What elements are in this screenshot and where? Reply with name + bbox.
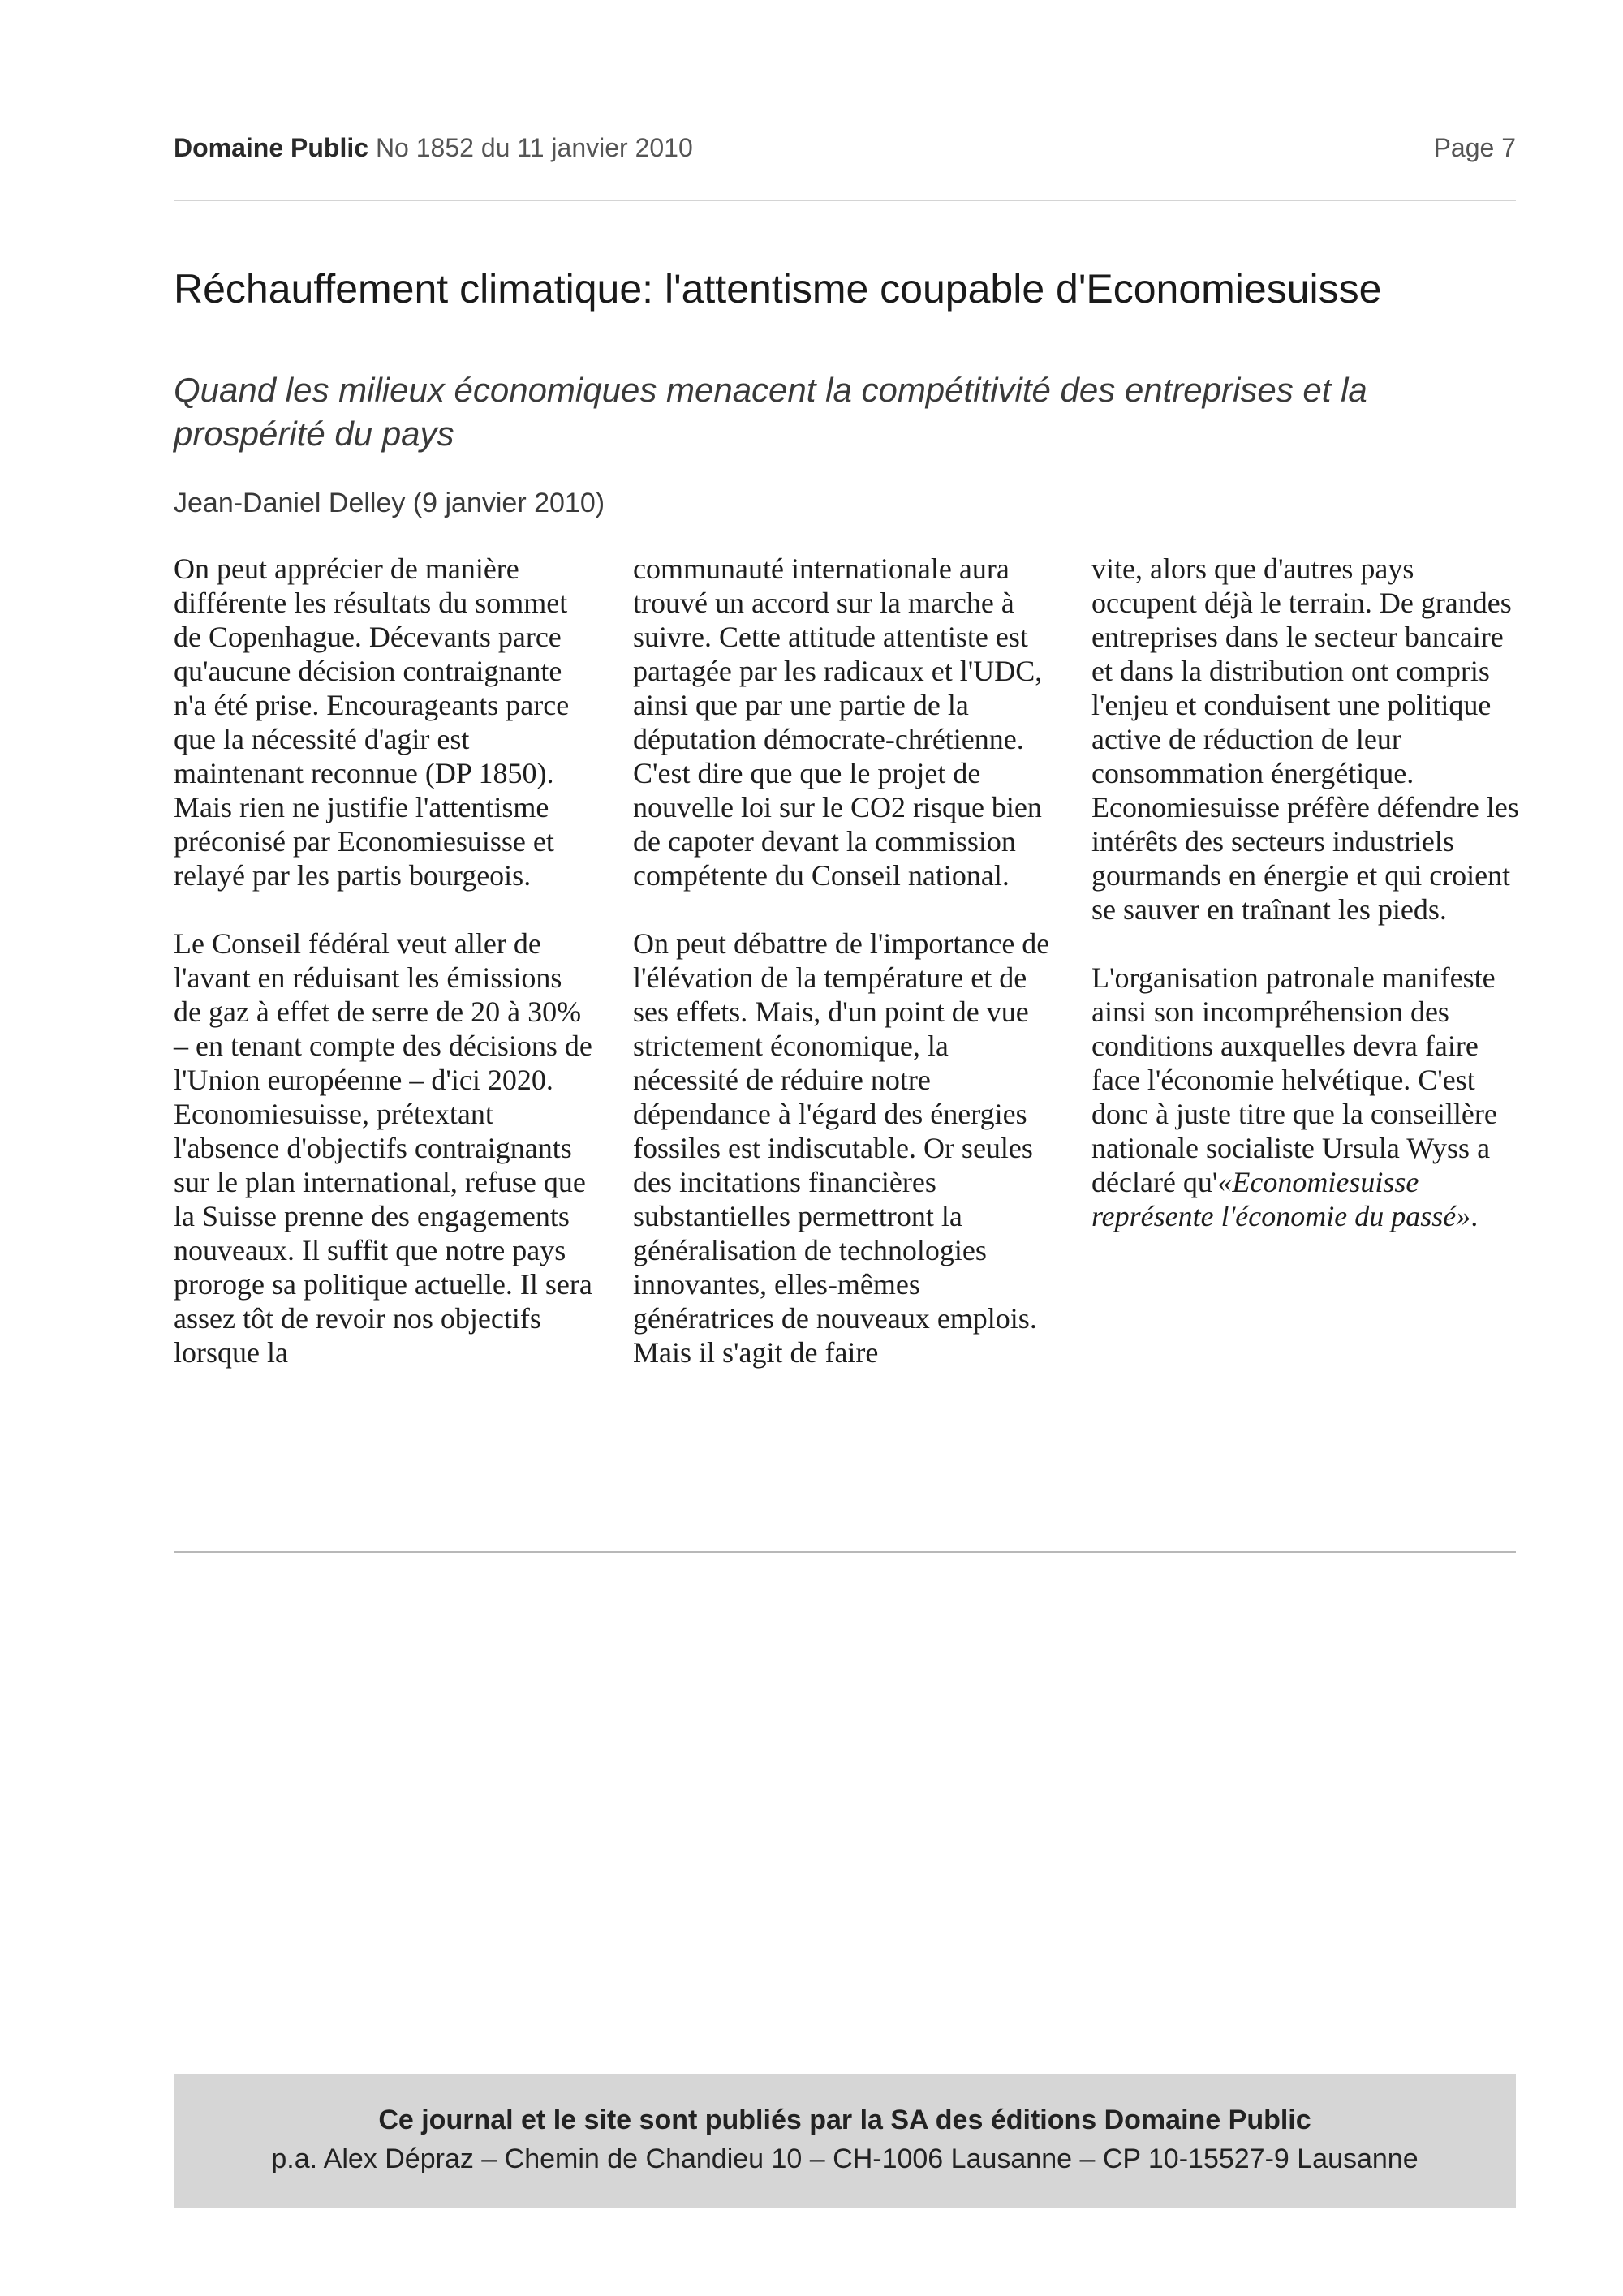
article-subtitle: Quand les milieux économiques menacent la compétitivité des entreprises et la prospérité du pays [174, 371, 1367, 453]
paragraph: communauté internationale aura trouvé un accord sur la marche à suivre. Cette attitude attentiste est partagée par les radicaux et l'UDC, ainsi que par une partie de la députation démocrate-chrétienne. C'est dire que que le projet de nouvelle loi sur le CO2 risque bien de capoter devant la commission compétente du Conseil national. [633, 553, 1043, 892]
publication-name: Domaine Public [174, 133, 369, 162]
quote-end: . [1470, 1200, 1479, 1232]
footer-address-line: p.a. Alex Dépraz – Chemin de Chandieu 10 – CH-1006 Lausanne – CP 10-15527-9 Lausanne [271, 2143, 1419, 2174]
paragraph: Le Conseil fédéral veut aller de l'avant en réduisant les émissions de gaz à effet de serre de 20 à 30% – en tenant compte des décisions de l'Union européenne – d'ici 2020. Economiesuisse, prétextant l'absence d'objectifs contraignants sur le plan international, refuse que la Suisse prenne des engagements nouveaux. Il suffit que notre pays proroge sa politique actuelle. Il sera assez tôt de revoir nos objectifs lorsque la [174, 927, 592, 1369]
header-divider [174, 200, 1516, 201]
text-column-2 [633, 552, 1055, 1369]
page-number: Page 7 [1433, 133, 1516, 162]
paragraph-with-quote [1091, 961, 1522, 1233]
paragraph: vite, alors que d'autres pays occupent déjà le terrain. De grandes entreprises dans le secteur bancaire et dans la distribution ont compris l'enjeu et conduisent une politique active de réduction de leur consommation énergétique. Economiesuisse préfère défendre les intérêts des secteurs industriels gourmands en énergie et qui croient se sauver en traînant les pieds. [1091, 553, 1519, 926]
article-end-divider [174, 1551, 1516, 1553]
paragraph: On peut apprécier de manière différente les résultats du sommet de Copenhague. Décevants parce qu'aucune décision contraignante n'a été prise. Encourageants parce que la nécessité d'agir est maintenant reconnue (DP 1850). Mais rien ne justifie l'attentisme préconisé par Economiesuisse et relayé par les partis bourgeois. [174, 553, 570, 892]
text-column-1 [174, 552, 596, 1369]
paragraph: On peut débattre de l'importance de l'élévation de la température et de ses effets. Mais, d'un point de vue strictement économique, la nécessité de réduire notre dépendance à l'égard des énergies fossiles est indiscutable. Or seules des incitations financières substantielles permettront la généralisation de technologies innovantes, elles-mêmes génératrices de nouveaux emplois. Mais il s'agit de faire [633, 927, 1050, 1369]
page-header [174, 133, 1516, 169]
quote: «Economiesuisse représente l'économie du passé» [1091, 1166, 1471, 1232]
footer-publisher-line: Ce journal et le site sont publiés par la SA des éditions Domaine Public [378, 2105, 1311, 2135]
article-byline: Jean-Daniel Delley (9 janvier 2010) [174, 488, 605, 518]
paragraph-text: L'organisation patronale manifeste ainsi son incompréhension des conditions auxquelles devra faire face l'économie helvétique. C'est donc à juste titre que la conseillère nationale socialiste Ursula Wyss a déclaré qu' [1091, 961, 1497, 1198]
issue-info: No 1852 du 11 janvier 2010 [368, 133, 693, 162]
article-title: Réchauffement climatique: l'attentisme coupable d'Economiesuisse [174, 266, 1382, 312]
text-column-3 [1091, 552, 1522, 1233]
publisher-footer [174, 2074, 1516, 2208]
